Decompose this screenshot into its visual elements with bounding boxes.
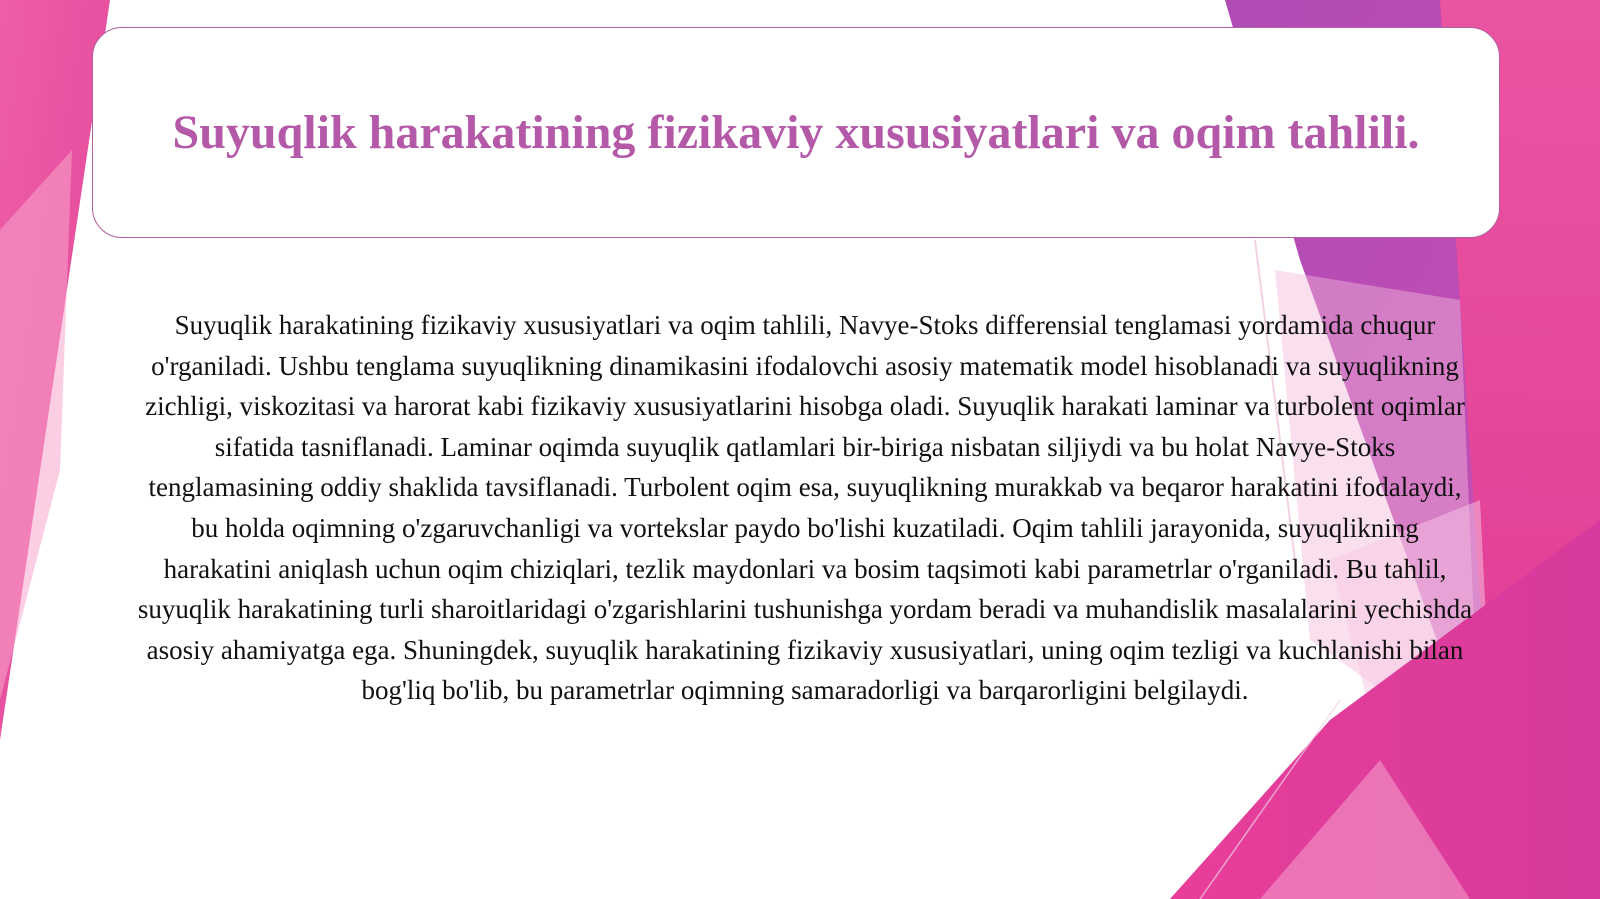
left-shape-light	[0, 150, 72, 700]
slide-body-text: Suyuqlik harakatining fizikaviy xususiyatlari va oqim tahlili, Navye-Stoks differensial tenglamasi yordamida chuqur o'rganiladi. Ushbu tenglama suyuqlikning dinamikasini ifodalovchi asosiy matematik model hisoblanadi va suyuqlikning zichligi, viskozitasi va harorat kabi fizikaviy xususiyatlarini hisobga oladi. Suyuqlik harakati laminar va turbolent oqimlar sifatida tasniflanadi. Laminar oqimda suyuqlik qatlamlari bir-biriga nisbatan siljiydi va bu holat Navye-Stoks tenglamasining oddiy shaklida tavsiflanadi. Turbolent oqim esa, suyuqlikning murakkab va beqaror harakatini ifodalaydi, bu holda oqimning o'zgaruvchanligi va vortekslar paydo bo'lishi kuzatiladi. Oqim tahlili jarayonida, suyuqlikning harakatini aniqlash uchun oqim chiziqlari, tezlik maydonlari va bosim taqsimoti kabi parametrlar o'rganiladi. Bu tahlil, suyuqlik harakatining turli sharoitlaridagi o'zgarishlarini tushunishga yordam beradi va muhandislik masalalarini yechishda asosiy ahamiyatga ega. Shuningdek, suyuqlik harakatining fizikaviy xususiyatlari, uning oqim tezligi va kuchlanishi bilan bog'liq bo'lib, bu parametrlar oqimning samaradorligi va barqarorligini belgilaydi.	[137, 310, 1473, 706]
title-box	[92, 27, 1500, 238]
slide-title: Suyuqlik harakatining fizikaviy xususiyatlari va oqim tahlili.	[172, 105, 1420, 159]
